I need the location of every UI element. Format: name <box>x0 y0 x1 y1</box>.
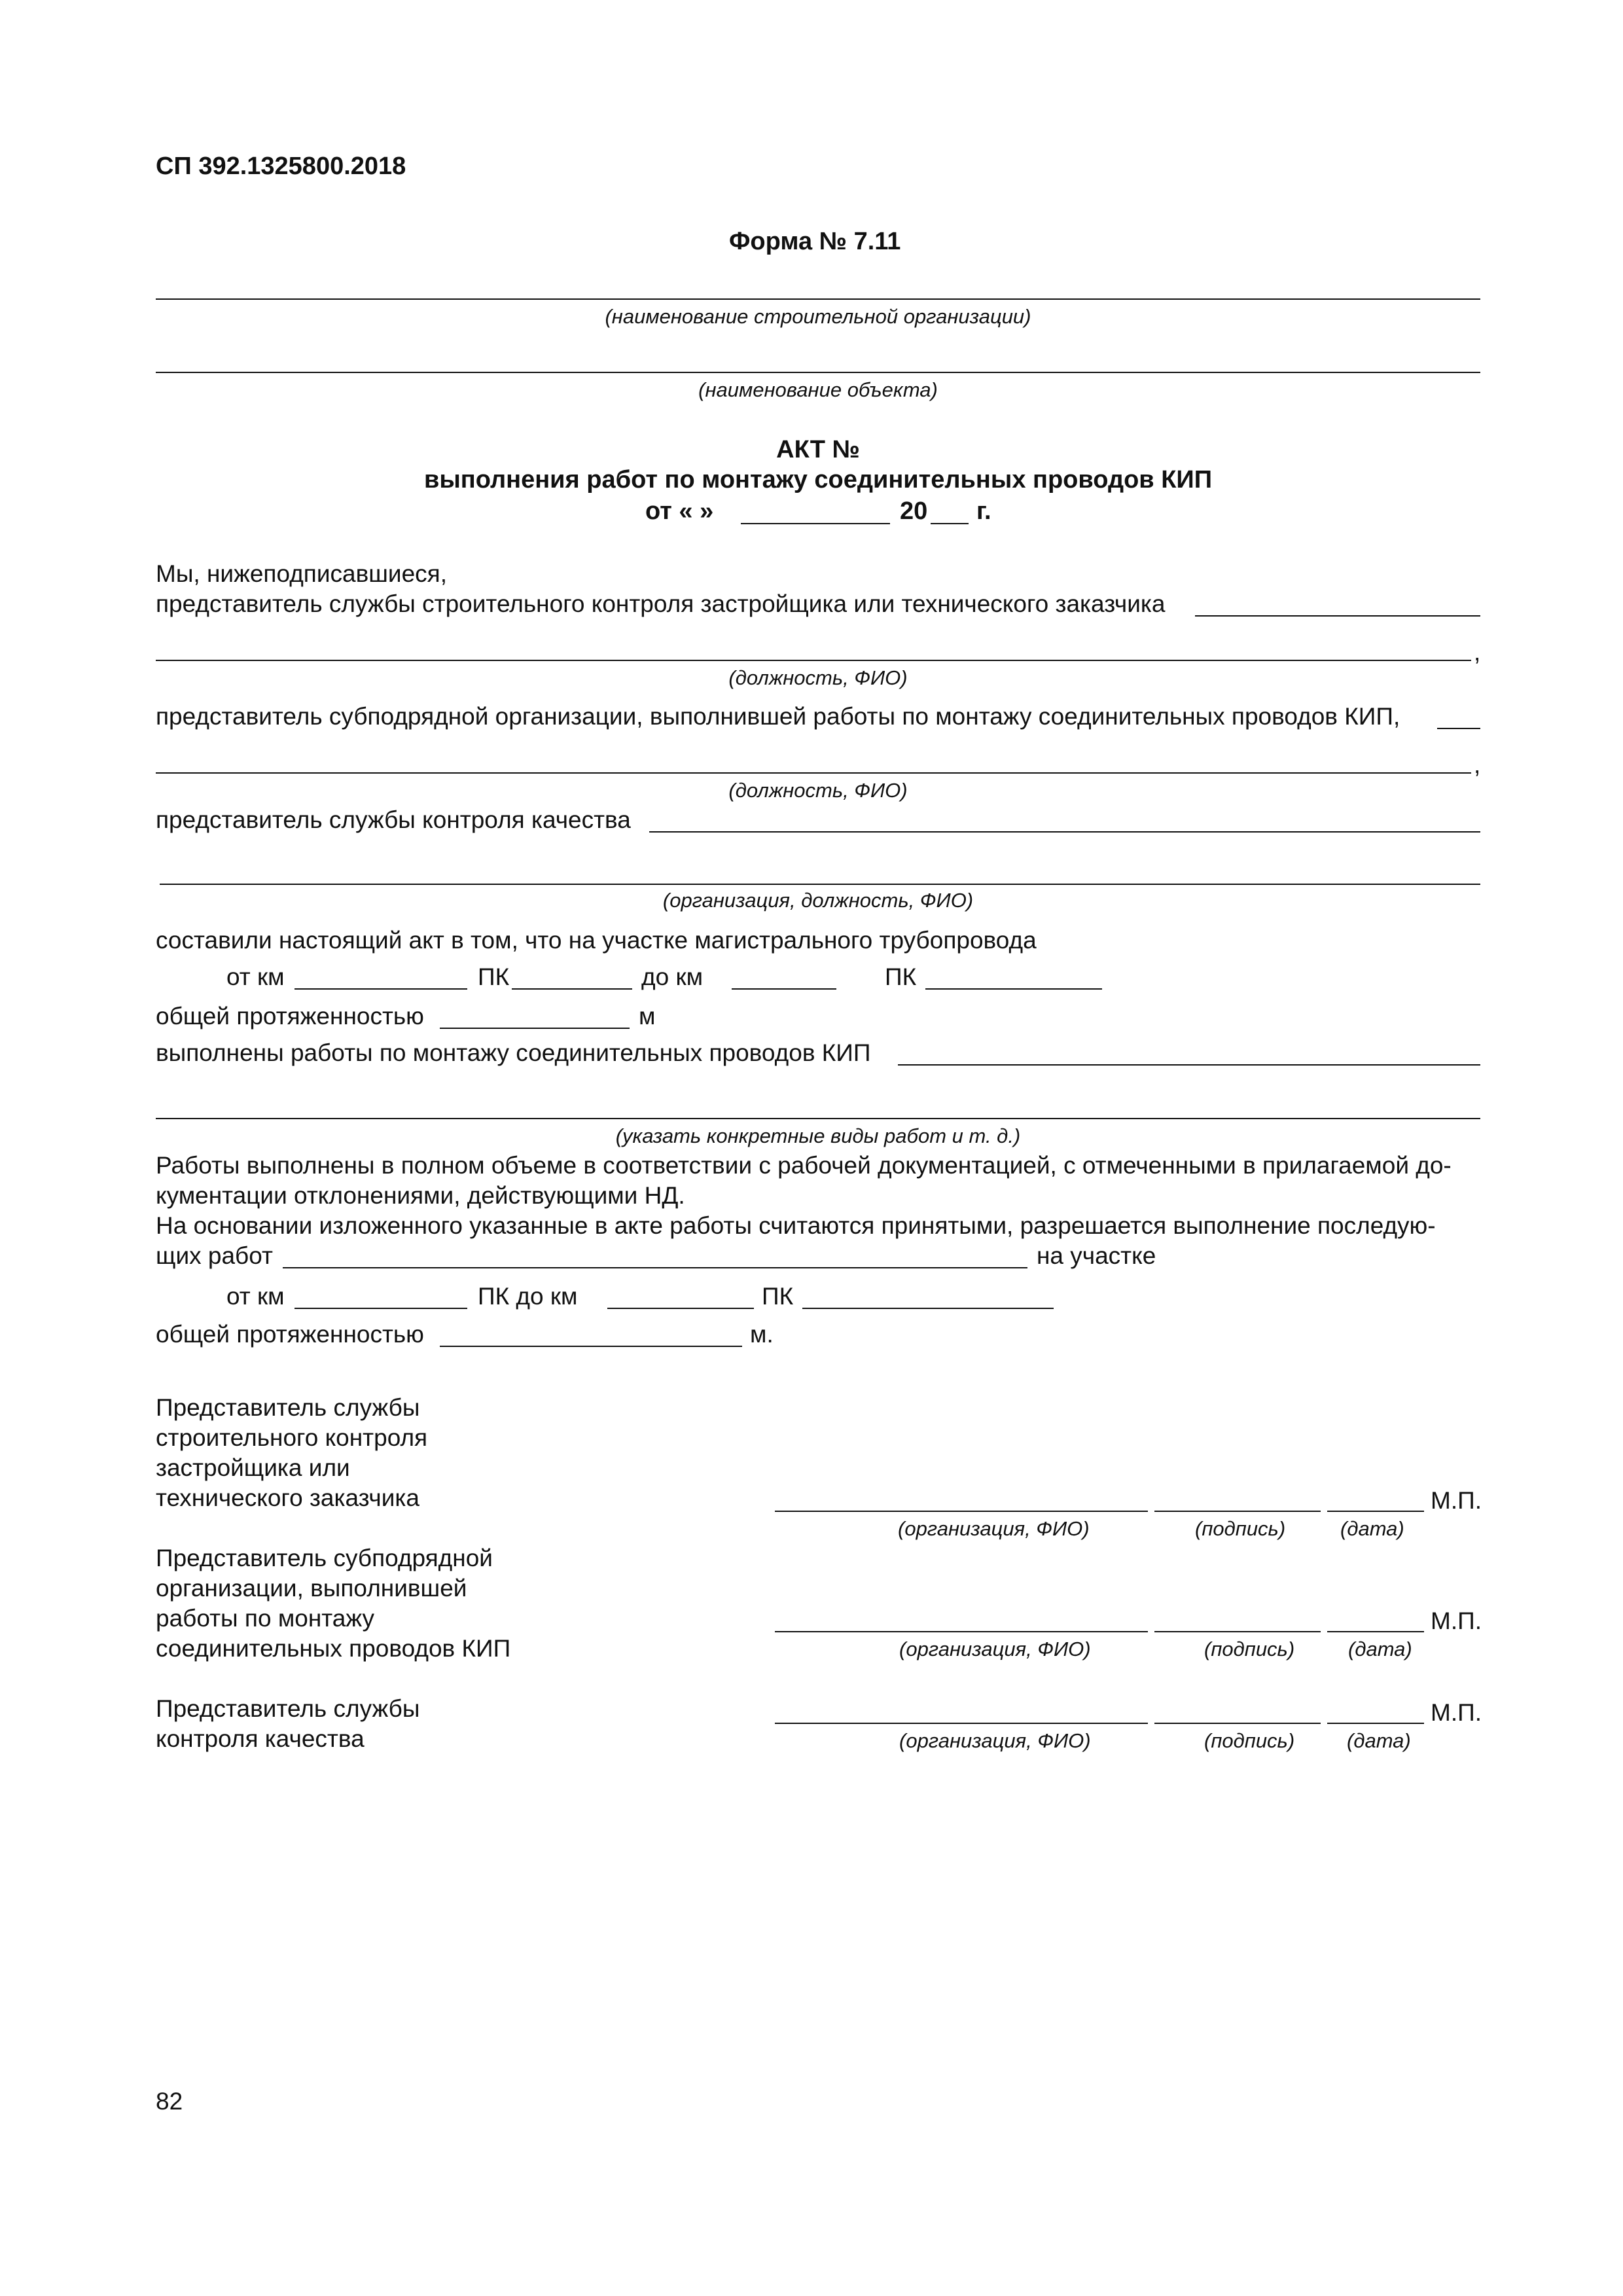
sig-quality-line-2: контроля качества <box>156 1725 365 1752</box>
sig-customer-org-caption: (организация, ФИО) <box>898 1517 1090 1540</box>
sig-subcontractor-stamp: М.П. <box>1431 1607 1482 1634</box>
rep-customer-position-field[interactable] <box>156 660 1471 661</box>
sig-quality-org-field[interactable] <box>775 1723 1148 1724</box>
works-done-label: выполнены работы по монтажу соединительных проводов КИП <box>156 1039 871 1066</box>
sig-quality-date-caption: (дата) <box>1347 1729 1411 1752</box>
act-date-suffix: г. <box>976 497 991 525</box>
object-name-caption: (наименование объекта) <box>698 378 938 401</box>
sig-quality-org-caption: (организация, ФИО) <box>899 1729 1091 1752</box>
org-position-fio-caption: (организация, должность, ФИО) <box>662 889 974 912</box>
sig-customer-stamp: М.П. <box>1431 1487 1482 1514</box>
sig-customer-signature-caption: (подпись) <box>1195 1517 1286 1540</box>
sig-subcontractor-line-1: Представитель субподрядной <box>156 1545 493 1571</box>
sig-quality-date-field[interactable] <box>1327 1723 1424 1724</box>
pk-to-km-label: ПК до км <box>478 1283 578 1310</box>
paragraph-2-line-2-suffix: на участке <box>1037 1242 1156 1269</box>
total-length-field[interactable] <box>440 1028 630 1029</box>
rep-quality-position-field[interactable] <box>160 884 1480 885</box>
from-km-field[interactable] <box>294 988 467 990</box>
intro-text: Мы, нижеподписавшиеся, <box>156 560 447 587</box>
paragraph-1-line-2: кументации отклонениями, действующими НД. <box>156 1182 685 1209</box>
paragraph-1-line-1: Работы выполнены в полном объеме в соответствии с рабочей документацией, с отмеченными в прилагаемой до- <box>156 1152 1452 1179</box>
sig-customer-signature-field[interactable] <box>1154 1511 1321 1512</box>
sig-customer-date-caption: (дата) <box>1340 1517 1404 1540</box>
position-fio-caption-1: (должность, ФИО) <box>728 666 908 689</box>
rep-subcontractor-label: представитель субподрядной организации, выполнившей работы по монтажу соединительных проводов КИП, <box>156 703 1400 730</box>
unit-m: м <box>639 1003 656 1030</box>
sig-quality-stamp: М.П. <box>1431 1699 1482 1726</box>
to-km-field-2[interactable] <box>607 1308 754 1309</box>
comma-2: , <box>1474 751 1481 778</box>
doc-code: СП 392.1325800.2018 <box>156 152 406 180</box>
sig-subcontractor-org-field[interactable] <box>775 1631 1148 1632</box>
sig-customer-line-4: технического заказчика <box>156 1484 419 1511</box>
page-number: 82 <box>156 2088 183 2115</box>
total-length-label: общей протяженностью <box>156 1003 424 1030</box>
subsequent-works-field[interactable] <box>283 1267 1027 1268</box>
sig-subcontractor-signature-caption: (подпись) <box>1204 1638 1295 1660</box>
sig-subcontractor-org-caption: (организация, ФИО) <box>899 1638 1091 1660</box>
sig-customer-date-field[interactable] <box>1327 1511 1424 1512</box>
unit-m-dot: м. <box>750 1321 774 1348</box>
pk-label-2: ПК <box>885 963 917 990</box>
pk-field-1[interactable] <box>512 988 632 990</box>
rep-customer-field[interactable] <box>1195 615 1480 617</box>
pk-label-3: ПК <box>762 1283 794 1310</box>
sig-customer-line-2: строительного контроля <box>156 1424 428 1451</box>
total-length-label-2: общей протяженностью <box>156 1321 424 1348</box>
from-km-field-2[interactable] <box>294 1308 467 1309</box>
sig-subcontractor-date-field[interactable] <box>1327 1631 1424 1632</box>
sig-customer-line-3: застройщика или <box>156 1454 350 1481</box>
sig-subcontractor-signature-field[interactable] <box>1154 1631 1321 1632</box>
rep-quality-label: представитель службы контроля качества <box>156 806 631 833</box>
work-types-caption: (указать конкретные виды работ и т. д.) <box>615 1124 1021 1147</box>
work-types-field[interactable] <box>156 1118 1480 1119</box>
pk-label-1: ПК <box>478 963 510 990</box>
org-name-caption: (наименование строительной организации) <box>605 305 1031 328</box>
from-km-label: от км <box>226 963 285 990</box>
sig-subcontractor-line-2: организации, выполнившей <box>156 1575 467 1602</box>
rep-subcontractor-field[interactable] <box>1437 728 1480 729</box>
from-km-label-2: от км <box>226 1283 285 1310</box>
sig-quality-line-1: Представитель службы <box>156 1695 420 1722</box>
rep-quality-field[interactable] <box>649 831 1480 833</box>
act-date-field[interactable] <box>741 523 890 524</box>
to-km-field[interactable] <box>732 988 836 990</box>
org-name-field[interactable] <box>156 298 1480 300</box>
rep-customer-label: представитель службы строительного контроля застройщика или технического заказчика <box>156 590 1166 617</box>
paragraph-2-line-2-prefix: щих работ <box>156 1242 273 1269</box>
act-subtitle: выполнения работ по монтажу соединительных проводов КИП <box>423 466 1213 493</box>
compiled-text: составили настоящий акт в том, что на участке магистрального трубопровода <box>156 927 1037 954</box>
sig-customer-org-field[interactable] <box>775 1511 1148 1512</box>
act-title: АКТ № <box>776 436 860 463</box>
to-km-label: до км <box>641 963 704 990</box>
act-date-year: 20 <box>900 497 928 525</box>
total-length-field-2[interactable] <box>440 1346 742 1347</box>
works-done-field[interactable] <box>898 1064 1480 1066</box>
paragraph-2-line-1: На основании изложенного указанные в акте работы считаются принятыми, разрешается выполнение последую- <box>156 1212 1436 1239</box>
form-number: Форма № 7.11 <box>729 228 901 255</box>
sig-customer-line-1: Представитель службы <box>156 1394 420 1421</box>
comma-1: , <box>1474 639 1481 666</box>
sig-subcontractor-line-3: работы по монтажу <box>156 1605 375 1632</box>
rep-subcontractor-position-field[interactable] <box>156 772 1471 774</box>
act-date-prefix: от « » <box>645 497 714 525</box>
object-name-field[interactable] <box>156 372 1480 373</box>
position-fio-caption-2: (должность, ФИО) <box>728 779 908 802</box>
act-year-field[interactable] <box>931 523 969 524</box>
sig-subcontractor-line-4: соединительных проводов КИП <box>156 1635 511 1662</box>
pk-field-3[interactable] <box>802 1308 1054 1309</box>
sig-quality-signature-field[interactable] <box>1154 1723 1321 1724</box>
pk-field-2[interactable] <box>925 988 1102 990</box>
sig-subcontractor-date-caption: (дата) <box>1348 1638 1412 1660</box>
sig-quality-signature-caption: (подпись) <box>1204 1729 1295 1752</box>
